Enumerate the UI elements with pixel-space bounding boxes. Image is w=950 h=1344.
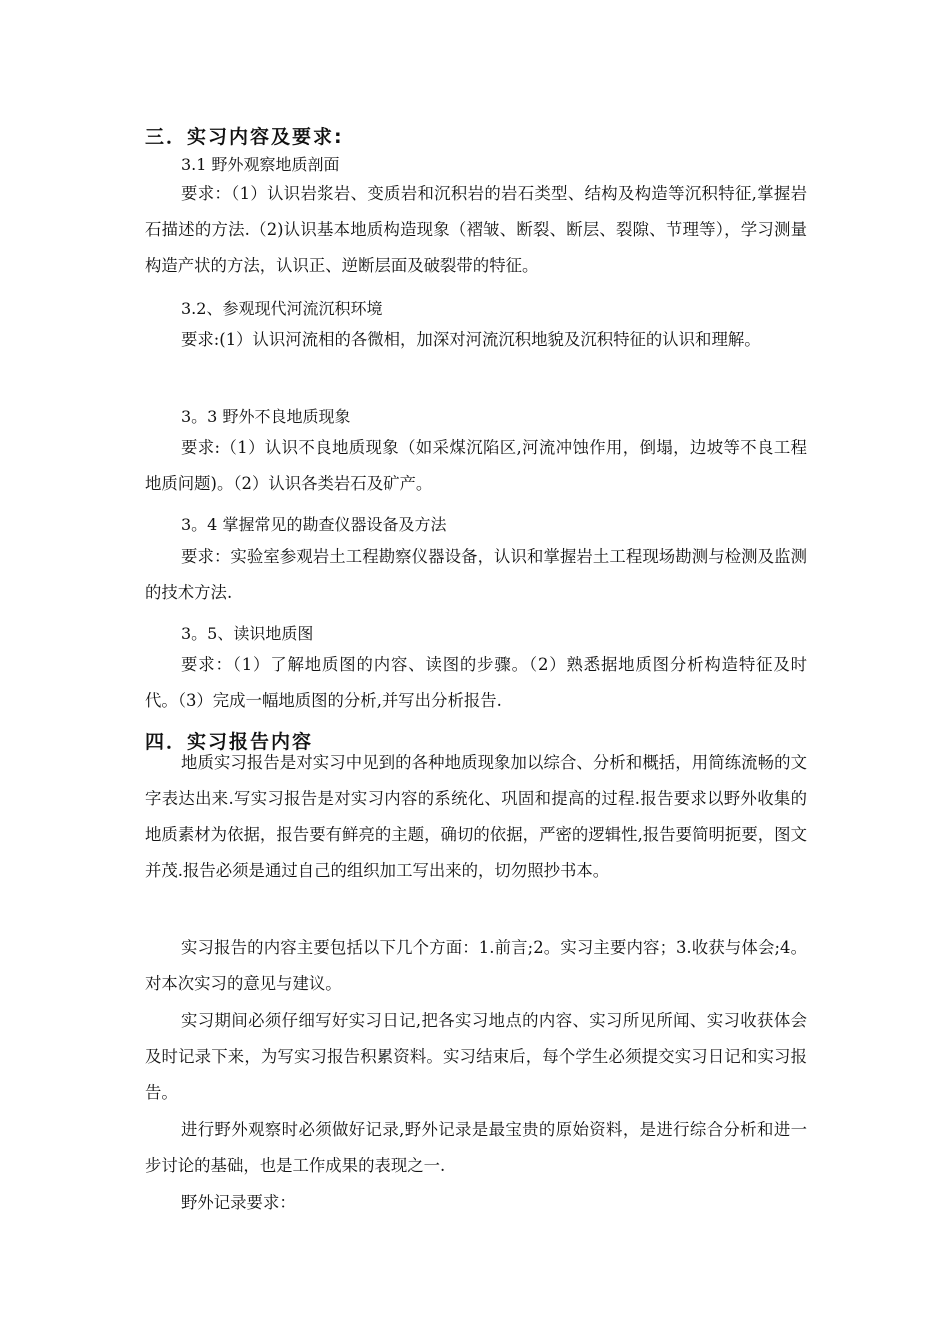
item-3-5-requirement: 要求：（1）了解地质图的内容、读图的步骤。（2）熟悉据地质图分析构造特征及时代。（3）完成一幅地质图的分析,并写出分析报告.	[145, 655, 807, 710]
item-3-2-title: 3.2、参观现代河流沉积环境	[181, 299, 383, 318]
section-3-heading: 三．实习内容及要求:	[145, 126, 344, 148]
report-paragraph-4: 进行野外观察时必须做好记录,野外记录是最宝贵的原始资料，是进行综合分析和进一步讨论的基础，也是工作成果的表现之一.	[145, 1120, 807, 1175]
item-3-3-requirement: 要求:（1）认识不良地质现象（如采煤沉陷区,河流冲蚀作用，倒塌，边坡等不良工程地质问题)。（2）认识各类岩石及矿产。	[145, 438, 807, 493]
section-4-heading: 四．实习报告内容	[145, 731, 314, 753]
report-paragraph-5: 野外记录要求：	[181, 1193, 296, 1212]
report-paragraph-2: 实习报告的内容主要包括以下几个方面：1.前言;2。实习主要内容；3.收获与体会;4。对本次实习的意见与建议。	[145, 938, 807, 993]
report-paragraph-1: 地质实习报告是对实习中见到的各种地质现象加以综合、分析和概括，用简练流畅的文字表达出来.写实习报告是对实习内容的系统化、巩固和提高的过程.报告要求以野外收集的地质素材为依据，报告要有鲜亮的主题，确切的依据，严密的逻辑性,报告要简明扼要，图文并茂.报告必须是通过自己的组织加工写出来的，切勿照抄书本。	[145, 753, 807, 880]
item-3-1-title: 3.1 野外观察地质剖面	[181, 155, 340, 174]
item-3-5-title: 3。5、读识地质图	[181, 624, 314, 643]
item-3-4-requirement: 要求：实验室参观岩土工程勘察仪器设备，认识和掌握岩土工程现场勘测与检测及监测的技术方法.	[145, 547, 807, 602]
item-3-4-title: 3。4 掌握常见的勘查仪器设备及方法	[181, 515, 447, 534]
item-3-1-requirement: 要求：（1）认识岩浆岩、变质岩和沉积岩的岩石类型、结构及构造等沉积特征,掌握岩石描述的方法.（2)认识基本地质构造现象（褶皱、断裂、断层、裂隙、节理等），学习测量构造产状的方法，认识正、逆断层面及破裂带的特征。	[145, 184, 807, 275]
report-paragraph-3: 实习期间必须仔细写好实习日记,把各实习地点的内容、实习所见所闻、实习收获体会及时记录下来，为写实习报告积累资料。实习结束后，每个学生必须提交实习日记和实习报告。	[145, 1011, 807, 1102]
item-3-3-title: 3。3 野外不良地质现象	[181, 407, 351, 426]
item-3-2-requirement: 要求:(1）认识河流相的各微相，加深对河流沉积地貌及沉积特征的认识和理解。	[181, 330, 761, 349]
